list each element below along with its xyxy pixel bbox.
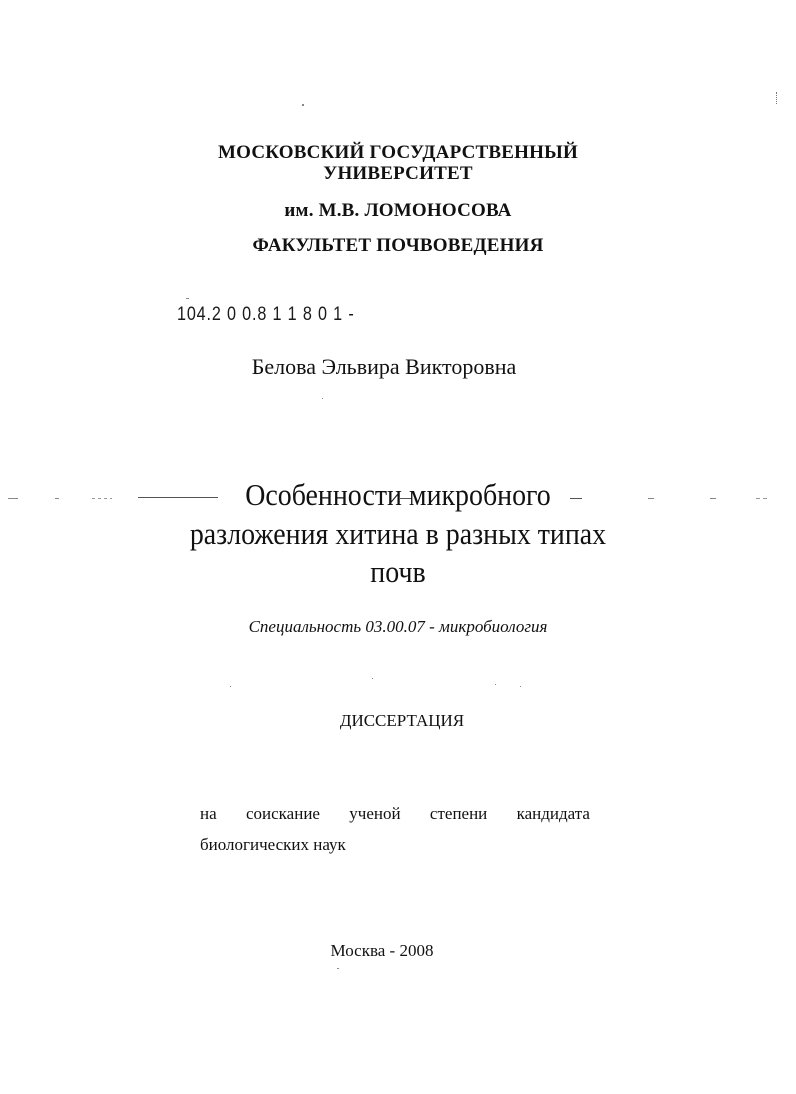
scan-speck — [372, 678, 373, 679]
degree-line2: биологических наук — [200, 835, 346, 854]
place-and-year: Москва - 2008 — [330, 941, 434, 960]
scan-speck — [776, 92, 779, 104]
dissertation-title-line2: разложения хитина в разных типах — [189, 516, 607, 551]
scan-speck — [230, 686, 231, 687]
degree-word: ученой — [349, 804, 401, 823]
scan-speck — [495, 684, 496, 685]
author-name: Белова Эльвира Викторовна — [251, 354, 517, 379]
university-name-line2: УНИВЕРСИТЕТ — [323, 163, 473, 184]
scan-line — [756, 498, 770, 499]
specialty: Специальность 03.00.07 - микробиология — [248, 617, 548, 636]
work-type: ДИССЕРТАЦИЯ — [339, 711, 465, 730]
degree-word: соискание — [245, 804, 320, 823]
registration-stamp: 104.2 0 0.8 1 1 8 0 1 - — [177, 304, 355, 325]
university-name-line1: МОСКОВСКИЙ ГОСУДАРСТВЕННЫЙ — [218, 142, 578, 163]
scan-speck — [186, 298, 189, 299]
degree-line1 — [200, 804, 590, 824]
scan-speck — [520, 686, 521, 687]
scan-speck — [322, 398, 323, 399]
dissertation-title-line3: почв — [370, 554, 426, 589]
degree-word: кандидата — [516, 804, 590, 823]
degree-word: степени — [429, 804, 488, 823]
scan-speck — [302, 104, 304, 106]
university-eponym: им. М.В. ЛОМОНОСОВА — [284, 200, 512, 221]
faculty-name: ФАКУЛЬТЕТ ПОЧВОВЕДЕНИЯ — [252, 235, 544, 256]
scan-speck — [337, 968, 339, 969]
dissertation-title-line1: Особенности микробного — [245, 477, 551, 512]
degree-word: на — [200, 804, 217, 823]
scan-line — [8, 498, 18, 499]
